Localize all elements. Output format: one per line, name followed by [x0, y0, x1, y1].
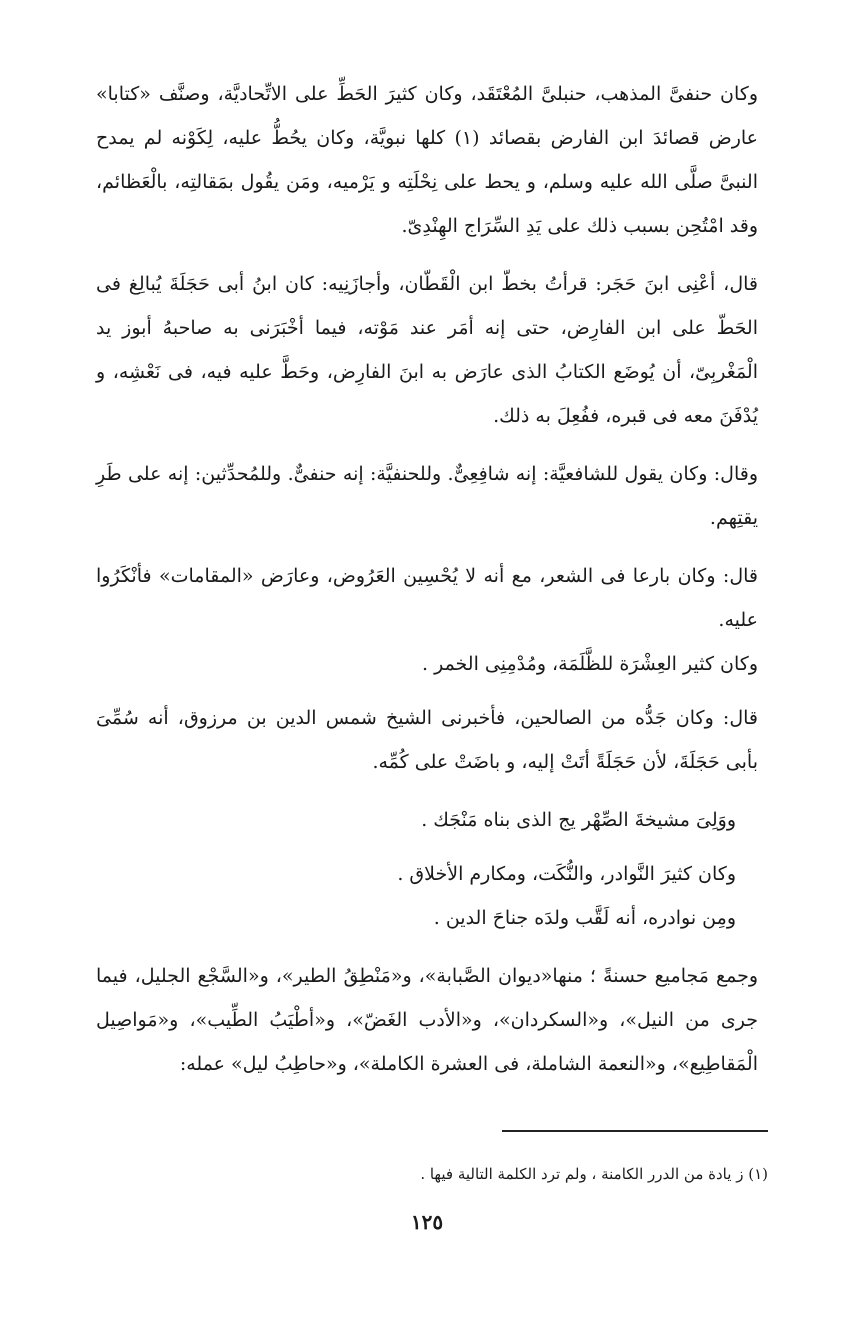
paragraph-shafii-hanafi: وقال: وكان يقول للشافعيَّة: إنه شافِعِىٌّ. وللحنفيَّة: إنه حنفىٌّ. وللمُحدِّثين: إنه على طَرِ يقتِهم. [96, 463, 758, 529]
page-number: ١٢٥ [410, 1210, 444, 1234]
footnote: (١) ز يادة من الدرر الكامنة ، ولم ترد الكلمة التالية فيها . [420, 1165, 768, 1183]
paragraph-biography: وكان حنفىَّ المذهب، حنبلىَّ المُعْتَقَد، وكان كثيرَ الحَطِّ على الاتِّحاديَّة، وصنَّف «كتابا» عارض قصائدَ ابن الفارض بقصائد (١) كلها نبويَّة، وكان يحُطُّ عليه، لِكَوْنه لم يمدح النبىَّ صلَّى الله عليه وسلم، و يحط على نِحْلَتِه و يَرْميه، ومَن يقُول بمَقالتِه، بالْعَظائم، وقد امْتُحِن بسبب ذلك على يَدِ السِّرَاج الهِنْدِىّ. [96, 83, 758, 237]
paragraph-mashyakha: ووَلِىَ مشيخةَ الصِّهْر يج الذى بناه مَنْجَك . [421, 809, 736, 831]
paragraph-companions: وكان كثير العِشْرَة للظَّلَمَة، ومُدْمِنِى الخمر . [422, 653, 758, 675]
paragraph-grandfather: قال: وكان جَدُّه من الصالحين، فأخبرنى الشيخ شمس الدين بن مرزوق، أنه سُمِّىَ بأبى حَجَلَةَ، لأن حَجَلَةً أتَتْ إليه، و باضَتْ على كُمِّه. [96, 707, 758, 773]
paragraph-ibn-hajar-quote: قال، أعْنِى ابنَ حَجَر: قرأتُ بخطّ ابن الْقَطّان، وأجازَنِيه: كان ابنُ أبى حَجَلَةَ يُبالِغ فى الحَطّ على ابن الفارِض، حتى إنه أمَر عند مَوْته، فيما أخْبَرَنى به صاحبهُ أبوز يد الْمَغْربِىّ، أن يُوضَع الكتابُ الذى عارَض به ابنَ الفارِض، وحَطَّ عليه فيه، فى نَعْشِه، و يُدْفَنَ معه فى قبره، ففُعِلَ به ذلك. [96, 273, 759, 427]
footnote-divider [502, 1130, 768, 1132]
paragraph-poetry: قال: وكان بارعا فى الشعر، مع أنه لا يُحْسِين العَرُوض، وعارَض «المقامات» فأنْكَرُوا عليه. [96, 565, 758, 631]
paragraph-nickname: ومِن نوادره، أنه لَقَّب ولدَه جناحَ الدين . [433, 907, 736, 929]
paragraph-anecdotes: وكان كثيرَ النَّوادر، والنُّكَت، ومكارم الأخلاق . [397, 863, 736, 885]
paragraph-compilations: وجمع مَجاميع حسنةً ؛ منها«ديوان الصَّبابة»، و«مَنْطِقُ الطير»، و«السَّجْع الجليل، فيما جرى من النيل»، و«السكردان»، و«الأدب الغَضّ»، و«أطْيَبُ الطِّيب»، و«مَواصِيل الْمَقاطِيع»، و«النعمة الشاملة، فى العشرة الكاملة»، و«حاطِبُ ليل» عمله: [96, 965, 758, 1075]
main-text [96, 72, 758, 1086]
